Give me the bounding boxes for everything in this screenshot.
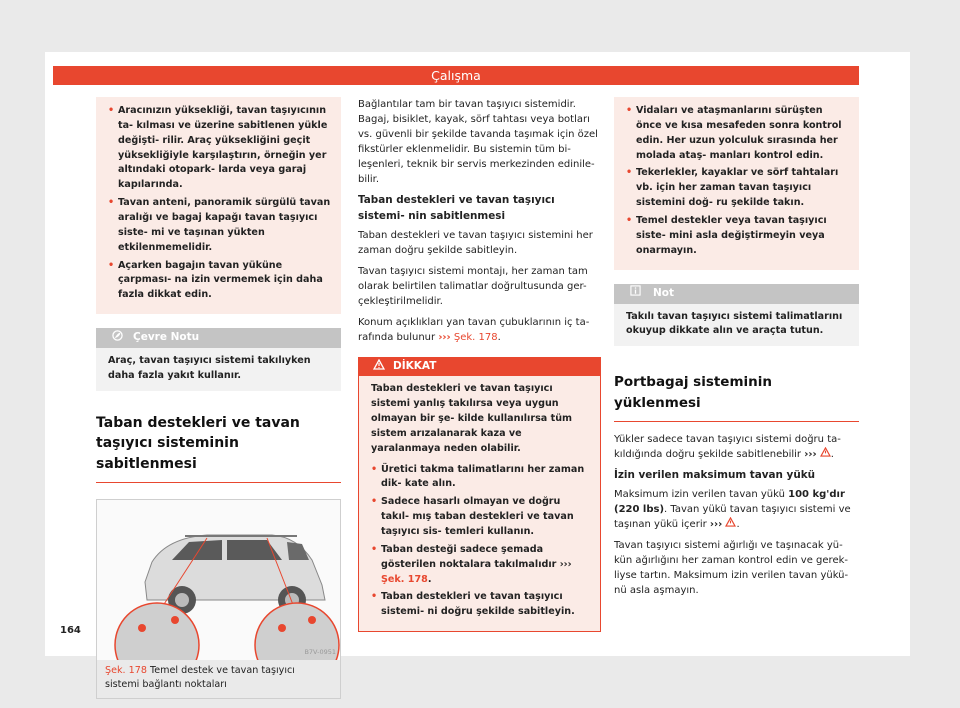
environment-note-header: Çevre Notu: [96, 328, 341, 348]
warning-item: • Açarken bagajın tavan yüküne çarpması- na izin vermemek için daha fazla dikkat edin.: [108, 259, 323, 301]
danger-item: • Taban desteği sadece şemada gösterilen noktalara takılmalıdır ››› Şek. 178.: [371, 543, 572, 585]
note-text: Takılı tavan taşıyıcı sistemi talimatlarını okuyup dikkate alın ve araçta tutun.: [626, 310, 843, 336]
danger-header: DİKKAT: [359, 358, 600, 376]
figure-link[interactable]: Şek. 178: [381, 573, 428, 585]
paragraph: Taban destekleri ve tavan taşıyıcı sistemini her zaman doğru şekilde sabitleyin.: [358, 230, 593, 257]
warning-item: • Aracınızın yüksekliği, tavan taşıyıcının ta- kılması ve üzerine sabitlenen yükle değişti- rilir. Araç yüksekliğini geçit yüksekliğiyle karşılaştırın, örneğin yer altındaki otopark- larda veya garaj kapılarında.: [108, 105, 328, 191]
danger-item: • Taban destekleri ve tavan taşıyıcı sistemi- ni doğru şekilde sabitleyin.: [371, 591, 575, 618]
section-header-bar: Çalışma: [53, 66, 859, 85]
paragraph: Tavan taşıyıcı sistemi ağırlığı ve taşınacak yü- kün ağırlığını her zaman kontrol edin ve gerek- liyse tartın. Maksimum izin verilen tavan yükü- nü asla aşmayın.: [614, 540, 849, 597]
column-right: [614, 97, 859, 604]
warning-triangle-icon: [820, 449, 831, 460]
warning-item: • Vidaları ve ataşmanlarını sürüşten önce ve kısa mesafeden sonra kontrol edin. Her uzun yolculuk sırasında her molada ataş- manları kontrol edin.: [626, 105, 842, 161]
danger-body: Taban destekleri ve tavan taşıyıcı sistemi yanlış takılırsa veya uygun olmayan bir şe- kilde kullanılırsa tüm sistem arızalanarak kaza ve yaralanmaya neden olabilir. • Üretici takma talimatlarını her zaman dik- kate alın. • Sadece hasarlı olmayan ve doğru takıl- mış taban destekleri ve tavan taşıyıcı sis- temleri kullanın. • Taban desteği sadece şemada gösterilen noktalara takılmalıdır ››› Şek. 178. • Taban destekleri ve tavan taşıyıcı sistemi- ni doğru şekilde sabitleyin.: [359, 376, 600, 631]
paragraph: Tavan taşıyıcı sistemi montajı, her zaman tam olarak belirtilen talimatlar doğrultusunda ger- çekleştirilmelidir.: [358, 266, 588, 308]
warning-continuation-box: [614, 97, 859, 270]
section-title: Portbagaj sisteminin yüklenmesi: [614, 372, 859, 422]
column-middle: [358, 97, 601, 632]
note-header: Not: [614, 284, 859, 304]
paragraph: Maksimum izin verilen tavan yükü 100 kg'dır (220 lbs). Tavan yükü tavan taşıyıcı sistemi ve taşınan yükü içerir ››› .: [614, 489, 851, 531]
subheading: Taban destekleri ve tavan taşıyıcı sistemi- nin sabitlenmesi: [358, 194, 555, 222]
figure-caption: Şek. 178 Temel destek ve tavan taşıyıcı sistemi bağlantı noktaları: [105, 664, 295, 690]
figure-link[interactable]: Şek. 178: [453, 332, 498, 344]
paragraph: Konum açıklıkları yan tavan çubuklarının iç ta- rafında bulunur ››› Şek. 178.: [358, 317, 590, 344]
warning-item: • Temel destekler veya tavan taşıyıcı siste- mini asla değiştirmeyin veya onarmayın.: [626, 215, 827, 256]
danger-item: • Üretici takma talimatlarını her zaman dik- kate alın.: [371, 463, 585, 490]
car-roof-figure: [97, 500, 340, 660]
figure-caption-ref: Şek. 178: [105, 664, 147, 676]
page-number: 164: [60, 625, 81, 636]
note-box: [614, 284, 859, 347]
warning-triangle-icon: [373, 359, 385, 376]
warning-item: • Tavan anteni, panoramik sürgülü tavan aralığı ve bagaj kapağı tavan taşıyıcı siste- mi ve taşınan yükten etkilenmemelidir.: [108, 197, 331, 253]
warning-item: • Tekerlekler, kayaklar ve sörf tahtaları vb. için her zaman tavan taşıyıcı sistemini doğ- ru şekilde takın.: [626, 167, 839, 209]
subheading: İzin verilen maksimum tavan yükü: [614, 468, 816, 481]
environment-note-text: Araç, tavan taşıyıcı sistemi takılıyken daha fazla yakıt kullanır.: [108, 355, 311, 381]
warning-triangle-icon: [725, 519, 736, 530]
figure-178: [96, 499, 341, 699]
environment-note-box: [96, 328, 341, 391]
leaf-icon: [112, 330, 123, 347]
section-title: Taban destekleri ve tavan taşıyıcı sisteminin sabitlenmesi: [96, 413, 341, 483]
danger-item: • Sadece hasarlı olmayan ve doğru takıl- mış taban destekleri ve tavan taşıyıcı sis- temleri kullanın.: [371, 496, 574, 537]
paragraph: Bağlantılar tam bir tavan taşıyıcı sistemidir. Bagaj, bisiklet, kayak, sörf tahtası veya botları vs. güvenli bir şekilde tavanda taşımak için özel fikstürler eklenmelidir. Bu sistemin tüm bi- leşenleri, teknik bir servis merkezinden edinile- bilir.: [358, 99, 598, 185]
column-left: [96, 97, 341, 699]
paragraph: Yükler sadece tavan taşıyıcı sistemi doğru ta- kıldığında doğru şekilde sabitlenebilir ››› .: [614, 433, 841, 460]
danger-box: [358, 357, 601, 632]
figure-code: B7V-0951: [304, 648, 336, 657]
warning-continuation-box: [96, 97, 341, 314]
info-icon: [630, 285, 641, 302]
